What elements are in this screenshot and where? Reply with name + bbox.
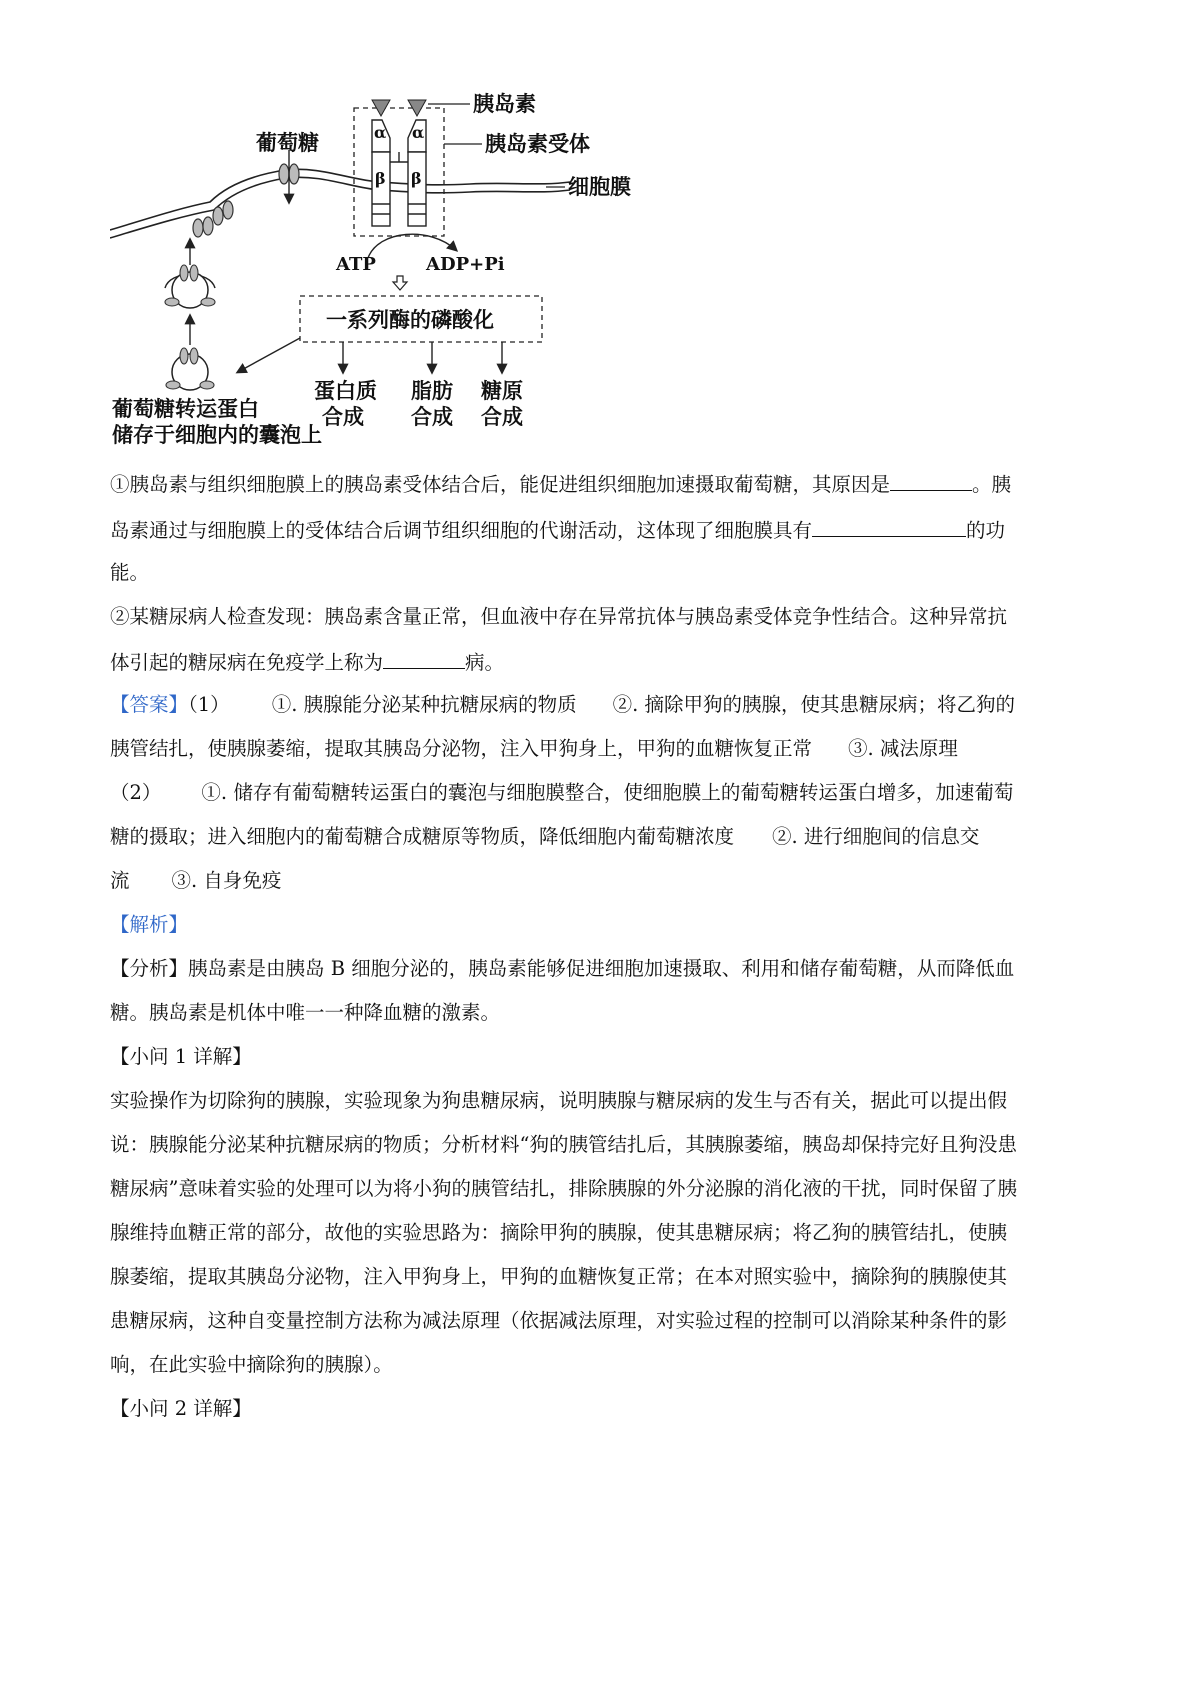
cell-membrane — [110, 169, 570, 238]
question-1-text-d: 的功 — [966, 519, 1006, 542]
fenxi-text-1: 【分析】胰岛素是由胰岛 B 细胞分泌的，胰岛素能够促进细胞加速摄取、利用和储存葡萄糖，从而降低血 — [110, 957, 1015, 980]
glucose-transporter-fusing — [193, 201, 233, 237]
glucose-label: 葡萄糖 — [256, 130, 319, 155]
receptor-dashed-box — [354, 108, 444, 236]
answer-tag: 【答案】 — [110, 693, 189, 716]
fenxi-line-1 — [110, 954, 1120, 984]
detail-text-6: 患糖尿病，这种自变量控制方法称为减法原理（依据减法原理，对实验过程的控制可以消除某种条件的影 — [110, 1309, 1008, 1332]
answer-line-2 — [110, 734, 1120, 764]
answer-line-1 — [110, 690, 1120, 720]
insulin-label: 胰岛素 — [473, 91, 536, 116]
detail-text-3: 糖尿病”意味着实验的处理可以为将小狗的胰管结扎，排除胰腺的外分泌腺的消化液的干扰，同时保留了胰 — [110, 1177, 1017, 1200]
fenxi-line-2 — [110, 998, 1120, 1028]
alpha-label-left: α — [374, 123, 387, 142]
glycogen-synthesis-label-2: 合成 — [481, 404, 523, 429]
adp-label: ADP+Pi — [426, 254, 505, 275]
answer-part1-d: ③. 减法原理 — [848, 737, 958, 760]
detail-line-2 — [110, 1130, 1120, 1160]
answer-part2-c: ②. 进行细胞间的信息交 — [772, 825, 980, 848]
question-1-text-a: ①胰岛素与组织细胞膜上的胰岛素受体结合后，能促进组织细胞加速摄取葡萄糖，其原因是 — [110, 473, 891, 496]
detail-line-6 — [110, 1306, 1120, 1336]
fat-synthesis-label-1: 脂肪 — [411, 378, 453, 403]
enzyme-box-label: 一系列酶的磷酸化 — [326, 307, 494, 332]
detail-line-7 — [110, 1350, 1120, 1380]
protein-synthesis-label-2: 合成 — [322, 404, 364, 429]
subquestion-1-title-text: 【小问 1 详解】 — [110, 1045, 252, 1068]
answer-part1-c: 胰管结扎，使胰腺萎缩，提取其胰岛分泌物，注入甲狗身上，甲狗的血糖恢复正常 — [110, 737, 813, 760]
answer-part1-b: ②. 摘除甲狗的胰腺，使其患糖尿病；将乙狗的 — [612, 693, 1015, 716]
answer-part2-d: 流 — [110, 869, 130, 892]
answer-part1-a: ①. 胰腺能分泌某种抗糖尿病的物质 — [271, 693, 577, 716]
detail-text-1: 实验操作为切除狗的胰腺，实验现象为狗患糖尿病，说明胰腺与糖尿病的发生与否有关，据此可以提出假 — [110, 1089, 1008, 1112]
question-1-line-3 — [110, 558, 1120, 588]
detail-text-7: 响，在此实验中摘除狗的胰腺）。 — [110, 1353, 393, 1376]
fat-synthesis-label-2: 合成 — [411, 404, 453, 429]
detail-line-5 — [110, 1262, 1120, 1292]
question-2-line-1 — [110, 602, 1120, 632]
answer-part2-b: 糖的摄取；进入细胞内的葡萄糖合成糖原等物质，降低细胞内葡萄糖浓度 — [110, 825, 735, 848]
answer-blank-1[interactable] — [890, 468, 972, 491]
question-1-text-c: 岛素通过与细胞膜上的受体结合后调节组织细胞的代谢活动，这体现了细胞膜具有 — [110, 519, 813, 542]
protein-synthesis-label-1: 蛋白质 — [314, 378, 377, 403]
output-arrows — [238, 338, 502, 372]
detail-line-3 — [110, 1174, 1120, 1204]
answer-part2-number: （2） — [110, 781, 162, 804]
question-1-line-1 — [110, 468, 1120, 500]
detail-text-4: 腺维持血糖正常的部分，故他的实验思路为：摘除甲狗的胰腺，使其患糖尿病；将乙狗的胰管结扎，使胰 — [110, 1221, 1008, 1244]
question-1-text-e: 能。 — [110, 561, 150, 584]
subquestion-2-title-text: 【小问 2 详解】 — [110, 1397, 252, 1420]
question-2-text-b: 体引起的糖尿病在免疫学上称为 — [110, 651, 384, 674]
vesicle-label-1: 葡萄糖转运蛋白 — [112, 396, 259, 421]
answer-line-4 — [110, 822, 1120, 852]
beta-label-left: β — [375, 169, 386, 188]
membrane-label: 细胞膜 — [568, 174, 631, 199]
vesicle-label-2: 储存于细胞内的囊泡上 — [112, 422, 322, 447]
subquestion-1-title — [110, 1042, 1120, 1072]
hollow-down-arrow — [393, 276, 407, 290]
subquestion-2-title — [110, 1394, 1120, 1424]
question-1-line-2 — [110, 514, 1120, 546]
answer-part1-number: （1） — [188, 693, 230, 716]
receptor-label: 胰岛素受体 — [485, 131, 590, 156]
atp-label: ATP — [336, 254, 376, 275]
detail-line-4 — [110, 1218, 1120, 1248]
fenxi-text-2: 糖。胰岛素是机体中唯一一种降血糖的激素。 — [110, 1001, 501, 1024]
answer-blank-3[interactable] — [383, 646, 465, 669]
answer-part2-e: ③. 自身免疫 — [171, 869, 282, 892]
question-2-line-2 — [110, 646, 1120, 678]
insulin-signaling-diagram — [110, 90, 710, 490]
question-1-text-b: 。胰 — [972, 473, 1012, 496]
answer-line-3 — [110, 778, 1120, 808]
glycogen-synthesis-label-1: 糖原 — [481, 378, 523, 403]
answer-line-5 — [110, 866, 1120, 896]
detail-text-2: 说：胰腺能分泌某种抗糖尿病的物质；分析材料“狗的胰管结扎后，其胰腺萎缩，胰岛却保持完好且狗没患 — [110, 1133, 1017, 1156]
question-2-text-a: ②某糖尿病人检查发现：胰岛素含量正常，但血液中存在异常抗体与胰岛素受体竞争性结合。这种异常抗 — [110, 605, 1008, 628]
answer-blank-2[interactable] — [812, 514, 966, 537]
alpha-label-right: α — [412, 123, 425, 142]
vesicle-stored — [166, 348, 214, 390]
detail-line-1 — [110, 1086, 1120, 1116]
analysis-tag-line — [110, 910, 1120, 940]
vesicle-fusing — [165, 265, 215, 308]
answer-part2-a: ①. 储存有葡萄糖转运蛋白的囊泡与细胞膜整合，使细胞膜上的葡萄糖转运蛋白增多，加速葡萄 — [201, 781, 1014, 804]
analysis-tag: 【解析】 — [110, 913, 189, 936]
beta-label-right: β — [411, 169, 422, 188]
detail-text-5: 腺萎缩，提取其胰岛分泌物，注入甲狗身上，甲狗的血糖恢复正常；在本对照实验中，摘除狗的胰腺使其 — [110, 1265, 1008, 1288]
question-2-text-c: 病。 — [465, 651, 505, 674]
